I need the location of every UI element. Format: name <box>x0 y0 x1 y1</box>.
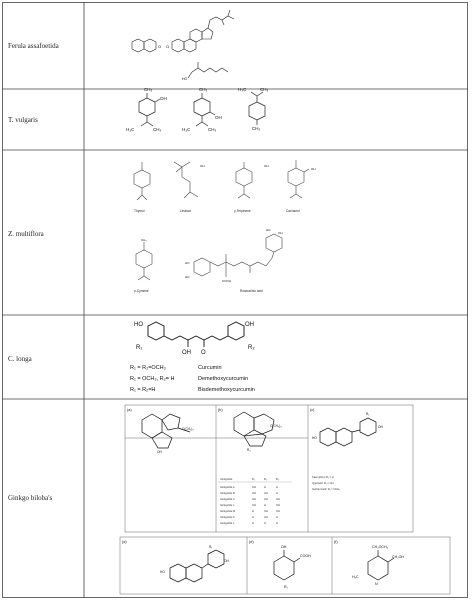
svg-text:R₃: R₃ <box>247 448 251 452</box>
svg-text:OH: OH <box>215 115 222 120</box>
svg-text:OH: OH <box>281 545 287 549</box>
plant-name-ferula: Ferula assafoetida <box>8 42 59 50</box>
svg-text:OH: OH <box>224 559 229 563</box>
flavonol-notes <box>312 475 340 491</box>
svg-text:R₁: R₁ <box>209 545 213 549</box>
note-kaempferol: Kaempferol R₁ = H <box>312 476 334 479</box>
svg-text:OH: OH <box>182 350 191 356</box>
gk-cell: Ginkgolide C <box>220 498 235 501</box>
svg-text:CH₃: CH₃ <box>208 127 217 132</box>
svg-text:C(CH₃)₃: C(CH₃)₃ <box>182 427 194 431</box>
substituent-r-2: R₁ = OCH₃, R₂= H <box>130 376 175 382</box>
plant-name-c-longa: C. longa <box>8 355 32 363</box>
svg-text:HO: HO <box>134 322 143 328</box>
gk-cell: OH <box>264 510 268 513</box>
gk-cell: H <box>276 492 278 495</box>
ginkgolide-structures <box>142 412 394 582</box>
gk-cell: Ginkgolide M <box>220 510 236 513</box>
svg-text:CH₃: CH₃ <box>252 126 261 131</box>
substituent-name-3: Bisdemethoxycurcumin <box>198 387 255 393</box>
plant-name-ginkgo: Ginkgo biloba's <box>8 494 53 502</box>
gk-cell: OH <box>252 492 256 495</box>
svg-text:OH: OH <box>245 322 254 328</box>
svg-text:C(CH₃)₃: C(CH₃)₃ <box>270 424 282 428</box>
svg-text:O: O <box>158 44 162 49</box>
gk-cell: H <box>276 522 278 525</box>
svg-text:OH: OH <box>200 164 205 168</box>
gk-cell: OH <box>276 504 280 507</box>
svg-text:CH₃: CH₃ <box>153 127 162 132</box>
svg-text:OH: OH <box>278 231 283 235</box>
svg-text:OH: OH <box>378 425 383 429</box>
svg-text:O: O <box>201 350 206 356</box>
svg-text:R₁: R₁ <box>136 345 143 351</box>
svg-text:CH₃: CH₃ <box>144 87 153 92</box>
svg-text:HO: HO <box>182 77 188 81</box>
gk-header-1: R₁ <box>252 478 255 481</box>
substituent-name-2: Demethoxycurcumin <box>198 376 249 382</box>
svg-text:R₁: R₁ <box>284 585 288 589</box>
svg-text:OH: OH <box>160 96 167 101</box>
t-vulgaris-structures <box>139 92 265 126</box>
svg-text:HO: HO <box>312 436 317 440</box>
substituent-r-3: R₁ = R₂=H <box>130 387 156 393</box>
caption-rosmarinic-acid: Rosmarinic acid <box>240 289 263 293</box>
curcumin-structure <box>148 322 244 347</box>
caption-gamma-terpinene: γ-Terpinene <box>234 209 251 213</box>
panel-label-a: (a) <box>127 408 132 412</box>
svg-text:N: N <box>375 582 378 586</box>
gk-cell: H <box>252 522 254 525</box>
svg-text:HO: HO <box>160 570 165 574</box>
svg-text:CH₃: CH₃ <box>199 87 208 92</box>
svg-text:CH₃: CH₃ <box>260 87 269 92</box>
gk-cell: OH <box>252 498 256 501</box>
table-grid <box>2 2 468 598</box>
gk-cell: OH <box>252 504 256 507</box>
gk-header-0: Ginkgolide <box>220 478 233 481</box>
caption-thymol: Thymol <box>134 209 145 213</box>
z-multiflora-structures <box>134 160 309 280</box>
gk-cell: OH <box>276 498 280 501</box>
gk-cell: Ginkgolide L <box>220 522 235 525</box>
svg-text:HO: HO <box>185 275 190 279</box>
svg-text:R₂: R₂ <box>248 345 255 351</box>
gk-cell: H <box>264 522 266 525</box>
svg-text:R₁: R₁ <box>366 412 370 416</box>
gk-cell: H <box>276 516 278 519</box>
gk-cell: OH <box>264 516 268 519</box>
ferula-structures <box>132 10 234 78</box>
panel-label-c: (c) <box>310 408 315 412</box>
svg-text:CH₂OH: CH₂OH <box>392 555 404 559</box>
svg-text:H₃C: H₃C <box>126 127 135 132</box>
gk-cell: H <box>276 486 278 489</box>
gk-cell: Ginkgolide A <box>220 486 235 489</box>
gk-cell: Ginkgolide K <box>220 516 235 519</box>
svg-text:OH: OH <box>311 167 316 171</box>
svg-text:O: O <box>166 44 170 49</box>
gk-cell: OH <box>264 498 268 501</box>
gk-cell: OH <box>276 510 280 513</box>
panel-label-d: (d) <box>122 540 127 544</box>
svg-text:COOH: COOH <box>222 279 231 283</box>
compound-table <box>2 2 468 598</box>
plant-name-t-vulgaris: T. vulgaris <box>8 116 38 124</box>
svg-text:CH₂OCH₃: CH₂OCH₃ <box>372 545 389 549</box>
svg-text:H₃C: H₃C <box>238 87 247 92</box>
ginkgolide-table <box>218 477 292 525</box>
substituent-r-1: R₁ = R₂=OCH₃ <box>130 365 166 371</box>
svg-text:HO: HO <box>185 261 190 265</box>
caption-p-cymene: p-Cymene <box>134 289 149 293</box>
plant-name-z-multiflora: Z. multiflora <box>8 230 44 238</box>
ginkgo-panel-grid <box>120 405 450 594</box>
gk-cell: Ginkgolide J <box>220 504 235 507</box>
note-quercetin: Quercetin R₁ = OH <box>312 482 334 485</box>
gk-header-2: R₂ <box>264 478 267 481</box>
svg-text:H₃C: H₃C <box>182 127 191 132</box>
gk-cell: H <box>252 510 254 513</box>
svg-text:HO: HO <box>266 228 271 232</box>
gk-header-3: R₃ <box>276 478 279 481</box>
svg-text:H₃C: H₃C <box>352 575 359 579</box>
svg-text:OH: OH <box>264 164 269 168</box>
gk-cell: OH <box>264 492 268 495</box>
caption-linalool: Linalool <box>180 209 191 213</box>
gk-cell: H <box>252 516 254 519</box>
curcumin-substituents <box>130 365 255 393</box>
substituent-name-1: Curcumin <box>198 365 222 371</box>
svg-text:OH: OH <box>157 450 162 454</box>
panel-label-e: (e) <box>249 540 254 544</box>
gk-cell: Ginkgolide B <box>220 492 235 495</box>
caption-carvacrol: Carvacrol <box>286 209 300 213</box>
svg-text:CH₃: CH₃ <box>141 238 147 242</box>
panel-label-b: (b) <box>218 408 223 412</box>
gk-cell: H <box>264 486 266 489</box>
gk-cell: OH <box>252 486 256 489</box>
gk-cell: H <box>264 504 266 507</box>
note-isorhamnetin: Isorhamnetin R₁ = OCH₃ <box>312 488 341 491</box>
svg-text:COOH: COOH <box>300 554 311 558</box>
panel-label-f: (f) <box>334 540 338 544</box>
